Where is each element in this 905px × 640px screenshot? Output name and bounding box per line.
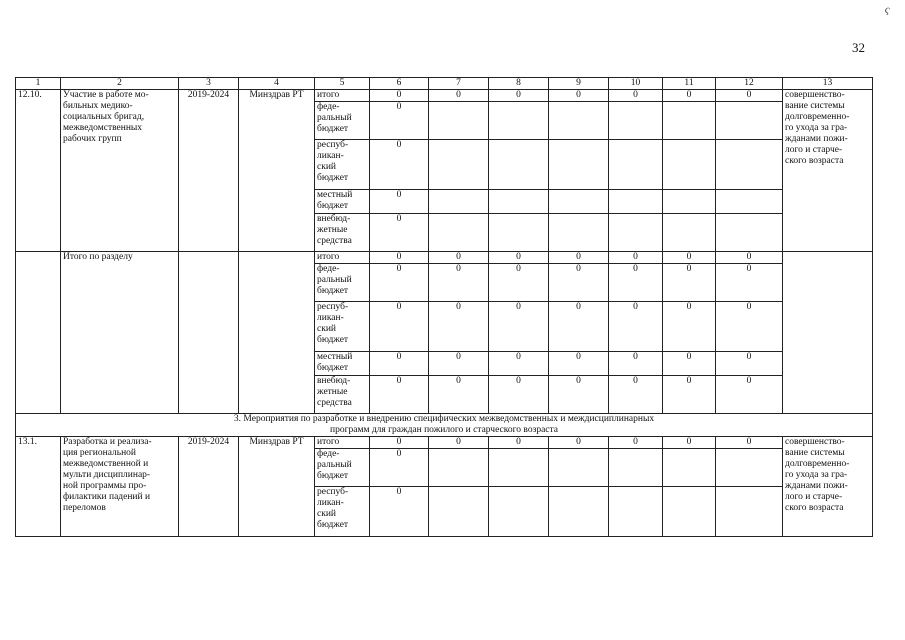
funding-value: 0 [716,90,783,102]
funding-value [663,214,716,252]
item-period: 2019-2024 [179,437,239,537]
funding-value [663,102,716,140]
section-title: 3. Мероприятия по разработке и внедрению специфических межведомственных и междисциплинарных программ для граждан пожилого и старческого возраста [16,414,873,437]
funding-value: 0 [716,437,783,449]
funding-value [429,102,489,140]
funding-value: 0 [370,264,429,302]
column-number-3: 3 [179,78,239,90]
funding-value: 0 [370,352,429,376]
column-number-10: 10 [609,78,663,90]
column-number-12: 12 [716,78,783,90]
funding-value: 0 [663,302,716,352]
funding-value: 0 [370,140,429,190]
funding-value [489,102,549,140]
funding-value [549,102,609,140]
funding-value [429,140,489,190]
program-table [15,77,873,537]
funding-value: 0 [370,487,429,537]
funding-value: 0 [716,376,783,414]
funding-value [716,102,783,140]
funding-value [489,190,549,214]
funding-value: 0 [370,214,429,252]
item-name: Участие в работе мо- бильных медико- социальных бригад, межведомственных рабочих групп [61,90,179,252]
funding-value: 0 [429,90,489,102]
table-row [16,90,873,102]
funding-value [609,487,663,537]
funding-value [609,102,663,140]
table-row [16,252,873,264]
funding-value: 0 [429,264,489,302]
funding-source: внебюд- жетные средства [315,376,370,414]
funding-value: 0 [609,437,663,449]
funding-value: 0 [429,302,489,352]
funding-source: респуб- ликан- ский бюджет [315,487,370,537]
funding-value [716,140,783,190]
funding-value: 0 [663,376,716,414]
funding-value [429,214,489,252]
funding-value [549,487,609,537]
funding-value [663,190,716,214]
funding-source: местный бюджет [315,190,370,214]
funding-value: 0 [370,190,429,214]
column-number-9: 9 [549,78,609,90]
funding-value: 0 [370,102,429,140]
funding-source: феде- ральный бюджет [315,449,370,487]
item-name: Разработка и реализа- ция региональной межведомственной и мульти дисциплинар- ной программы про- филактики падений и переломов [61,437,179,537]
funding-value: 0 [370,376,429,414]
funding-value: 0 [609,302,663,352]
header-row [16,78,873,90]
column-number-7: 7 [429,78,489,90]
funding-value [549,140,609,190]
funding-value: 0 [609,376,663,414]
column-number-11: 11 [663,78,716,90]
item-number: 12.10. [16,90,61,252]
funding-value [663,140,716,190]
funding-value: 0 [429,376,489,414]
funding-value [429,190,489,214]
funding-value [609,140,663,190]
funding-source: респуб- ликан- ский бюджет [315,302,370,352]
item-name: Итого по разделу [61,252,179,414]
funding-value: 0 [549,437,609,449]
funding-value [429,449,489,487]
funding-source: внебюд- жетные средства [315,214,370,252]
item-period [179,252,239,414]
funding-value: 0 [489,264,549,302]
funding-value: 0 [663,352,716,376]
funding-value: 0 [663,264,716,302]
table-row [16,437,873,449]
column-number-4: 4 [239,78,315,90]
funding-value [489,214,549,252]
funding-value: 0 [549,90,609,102]
page-number: 32 [852,40,865,55]
column-number-5: 5 [315,78,370,90]
funding-value: 0 [609,264,663,302]
funding-value: 0 [663,252,716,264]
funding-value [489,140,549,190]
funding-source: итого [315,437,370,449]
item-number [16,252,61,414]
funding-value: 0 [609,90,663,102]
funding-value: 0 [489,302,549,352]
funding-value: 0 [489,352,549,376]
funding-value: 0 [489,90,549,102]
funding-source: респуб- ликан- ский бюджет [315,140,370,190]
funding-value [609,214,663,252]
funding-value [663,449,716,487]
funding-value: 0 [549,252,609,264]
column-number-13: 13 [783,78,873,90]
funding-value: 0 [429,252,489,264]
funding-value [716,214,783,252]
funding-value [549,214,609,252]
funding-value [716,487,783,537]
funding-value: 0 [370,302,429,352]
funding-value: 0 [429,352,489,376]
column-number-2: 2 [61,78,179,90]
funding-value: 0 [370,90,429,102]
column-number-6: 6 [370,78,429,90]
funding-value: 0 [716,264,783,302]
funding-value [716,449,783,487]
funding-value: 0 [716,302,783,352]
funding-value [489,449,549,487]
funding-value [609,190,663,214]
funding-value: 0 [549,352,609,376]
funding-source: феде- ральный бюджет [315,102,370,140]
funding-value [549,449,609,487]
funding-value: 0 [716,252,783,264]
funding-value: 0 [370,252,429,264]
funding-source: итого [315,252,370,264]
page-corner-mark: ς [882,1,893,17]
funding-value: 0 [429,437,489,449]
expected-result: совершенство- вание системы долговременно- го ухода за гра- жданами пожи- лого и старче- ского возраста [783,90,873,252]
funding-value: 0 [489,252,549,264]
funding-value: 0 [609,252,663,264]
funding-value [663,487,716,537]
section-title-row [16,414,873,437]
funding-value: 0 [489,376,549,414]
funding-value [489,487,549,537]
funding-value [549,190,609,214]
item-executor: Минздрав РТ [239,90,315,252]
funding-value: 0 [609,352,663,376]
funding-value [429,487,489,537]
item-number: 13.1. [16,437,61,537]
funding-value: 0 [370,449,429,487]
column-number-1: 1 [16,78,61,90]
funding-value: 0 [716,352,783,376]
funding-source: местный бюджет [315,352,370,376]
funding-value: 0 [549,376,609,414]
item-executor: Минздрав РТ [239,437,315,537]
expected-result: совершенство- вание системы долговременно- го ухода за гра- жданами пожи- лого и старче- ского возраста [783,437,873,537]
funding-source: феде- ральный бюджет [315,264,370,302]
funding-value: 0 [370,437,429,449]
funding-value [716,190,783,214]
funding-value: 0 [549,264,609,302]
funding-value: 0 [663,437,716,449]
funding-value [609,449,663,487]
funding-value: 0 [549,302,609,352]
column-number-8: 8 [489,78,549,90]
funding-value: 0 [489,437,549,449]
funding-source: итого [315,90,370,102]
expected-result [783,252,873,414]
funding-value: 0 [663,90,716,102]
item-executor [239,252,315,414]
item-period: 2019-2024 [179,90,239,252]
